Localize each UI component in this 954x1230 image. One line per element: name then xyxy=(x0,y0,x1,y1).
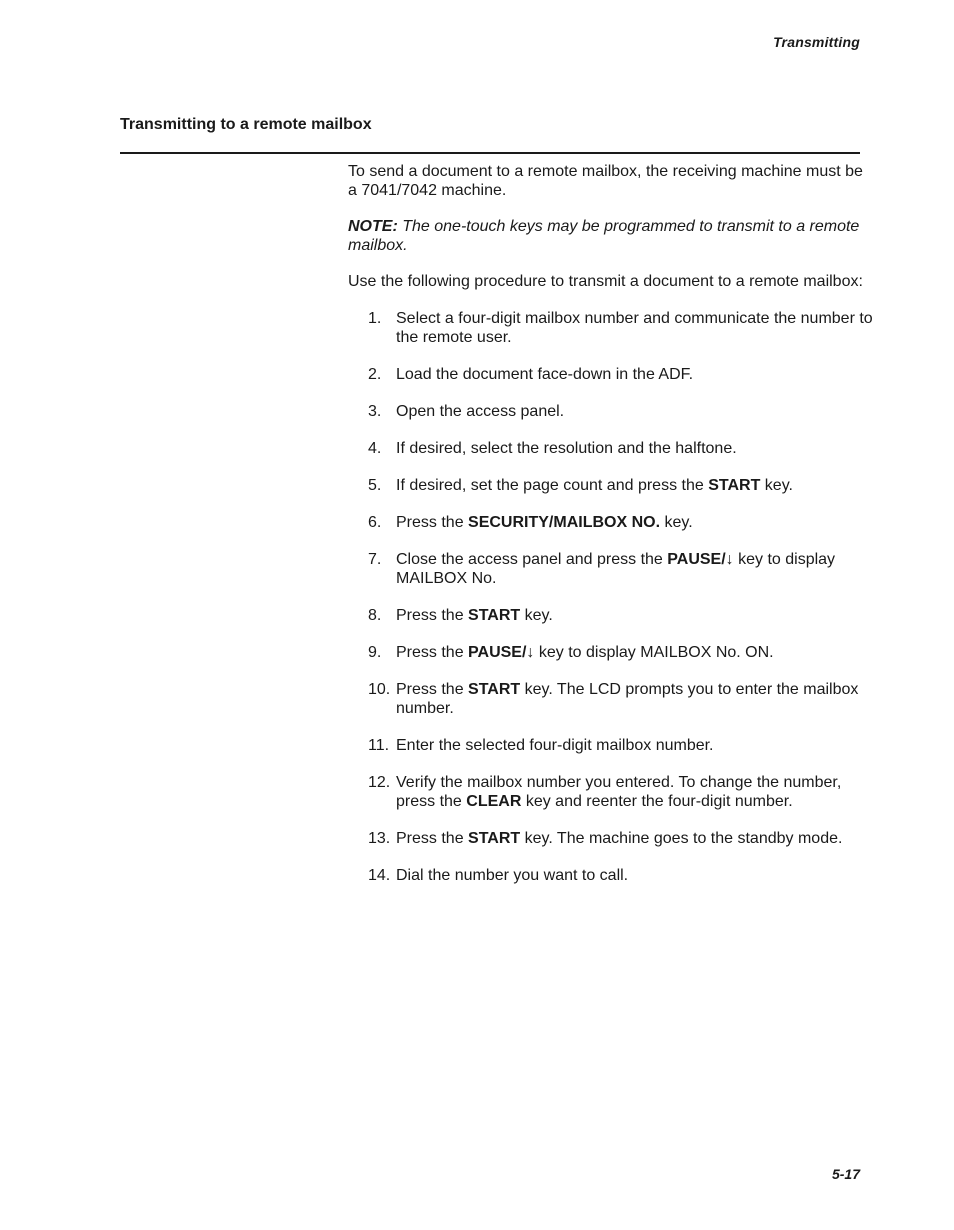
procedure-step xyxy=(348,513,873,532)
procedure-step xyxy=(348,829,873,848)
lead-paragraph: Use the following procedure to transmit a document to a remote mailbox: xyxy=(348,273,863,290)
procedure-step xyxy=(348,439,873,458)
step-key-name: CLEAR xyxy=(466,793,522,810)
step-text-run: key. xyxy=(660,514,693,531)
step-text xyxy=(396,476,873,495)
procedure-step xyxy=(348,606,873,625)
step-number xyxy=(348,513,396,532)
section-divider xyxy=(120,152,860,154)
step-text-run: key. xyxy=(760,477,793,494)
procedure-steps xyxy=(348,309,873,885)
step-text-run: Press the xyxy=(396,681,469,698)
step-number-text: 12. xyxy=(368,774,391,791)
step-number xyxy=(348,829,396,848)
step-number-text: 1. xyxy=(368,310,382,327)
step-number xyxy=(348,643,396,662)
page-number: 5-17 xyxy=(831,1166,860,1182)
procedure-step xyxy=(348,309,873,347)
step-text-run: Press the xyxy=(396,830,469,847)
step-number-text: 13. xyxy=(368,830,391,847)
step-text-run: Open the access panel. xyxy=(396,403,565,420)
note-paragraph xyxy=(348,217,873,255)
procedure-step xyxy=(348,773,873,811)
step-number-text: 14. xyxy=(368,867,391,884)
step-text xyxy=(396,309,873,347)
step-text xyxy=(396,643,873,662)
step-number-text: 11. xyxy=(368,737,390,754)
step-text-run: If desired, select the resolution and the halftone. xyxy=(396,440,737,457)
step-number xyxy=(348,736,396,755)
step-text-run: Dial the number you want to call. xyxy=(396,867,629,884)
body-column xyxy=(348,162,873,903)
step-text xyxy=(396,550,873,588)
step-number-text: 2. xyxy=(368,366,382,383)
note-label: NOTE: xyxy=(348,218,398,235)
step-text-run: key to display MAILBOX No. ON. xyxy=(534,644,774,661)
procedure-step xyxy=(348,680,873,718)
step-text xyxy=(396,680,873,718)
step-text xyxy=(396,736,873,755)
step-key-name: START xyxy=(708,477,761,494)
step-key-name: PAUSE/↓ xyxy=(667,551,734,568)
step-key-name: SECURITY/MAILBOX NO. xyxy=(468,514,661,531)
step-text-run: Enter the selected four-digit mailbox number. xyxy=(396,737,714,754)
step-number xyxy=(348,476,396,495)
step-text xyxy=(396,439,873,458)
step-text xyxy=(396,402,873,421)
step-text xyxy=(396,513,873,532)
step-text-run: Press the xyxy=(396,607,469,624)
step-text-run: key. xyxy=(520,607,553,624)
step-text-run: key. The LCD prompts you to enter the mailbox number. xyxy=(396,681,859,717)
step-text-run: If desired, set the page count and press the xyxy=(396,477,709,494)
step-text xyxy=(396,606,873,625)
step-number xyxy=(348,365,396,384)
procedure-step xyxy=(348,365,873,384)
step-key-name: START xyxy=(468,607,521,624)
procedure-step xyxy=(348,402,873,421)
step-text-run: Close the access panel and press the xyxy=(396,551,668,568)
step-key-name: START xyxy=(468,830,521,847)
procedure-step xyxy=(348,866,873,885)
step-number-text: 7. xyxy=(368,551,382,568)
procedure-step xyxy=(348,476,873,495)
step-number-text: 9. xyxy=(368,644,382,661)
section-title: Transmitting to a remote mailbox xyxy=(120,116,372,133)
step-text-run: key and reenter the four-digit number. xyxy=(521,793,793,810)
step-text xyxy=(396,829,873,848)
step-text-run: Load the document face-down in the ADF. xyxy=(396,366,694,383)
step-number xyxy=(348,309,396,347)
step-number xyxy=(348,606,396,625)
step-text-run: key. The machine goes to the standby mode. xyxy=(520,830,843,847)
step-key-name: PAUSE/↓ xyxy=(468,644,535,661)
step-number xyxy=(348,680,396,718)
intro-paragraph: To send a document to a remote mailbox, the receiving machine must be a 7041/7042 machine. xyxy=(348,163,863,199)
step-number xyxy=(348,402,396,421)
step-number-text: 4. xyxy=(368,440,382,457)
procedure-step xyxy=(348,550,873,588)
step-number xyxy=(348,773,396,811)
step-text xyxy=(396,866,873,885)
procedure-step xyxy=(348,736,873,755)
step-number-text: 8. xyxy=(368,607,382,624)
step-text-run: Verify the mailbox number you entered. To change the number, press the xyxy=(396,774,842,810)
step-text-run: Press the xyxy=(396,644,469,661)
step-number xyxy=(348,550,396,588)
step-text xyxy=(396,773,873,811)
step-text-run: key to display MAILBOX No. xyxy=(396,551,836,587)
step-key-name: START xyxy=(468,681,521,698)
step-number xyxy=(348,439,396,458)
step-text xyxy=(396,365,873,384)
step-number-text: 3. xyxy=(368,403,382,420)
step-number-text: 10. xyxy=(368,681,391,698)
running-header: Transmitting xyxy=(773,34,860,50)
step-number-text: 5. xyxy=(368,477,382,494)
procedure-step xyxy=(348,643,873,662)
step-number xyxy=(348,866,396,885)
step-text-run: Press the xyxy=(396,514,469,531)
note-text: The one-touch keys may be programmed to transmit to a remote mailbox. xyxy=(348,218,860,254)
step-number-text: 6. xyxy=(368,514,382,531)
step-text-run: Select a four-digit mailbox number and communicate the number to the remote user. xyxy=(396,310,873,346)
